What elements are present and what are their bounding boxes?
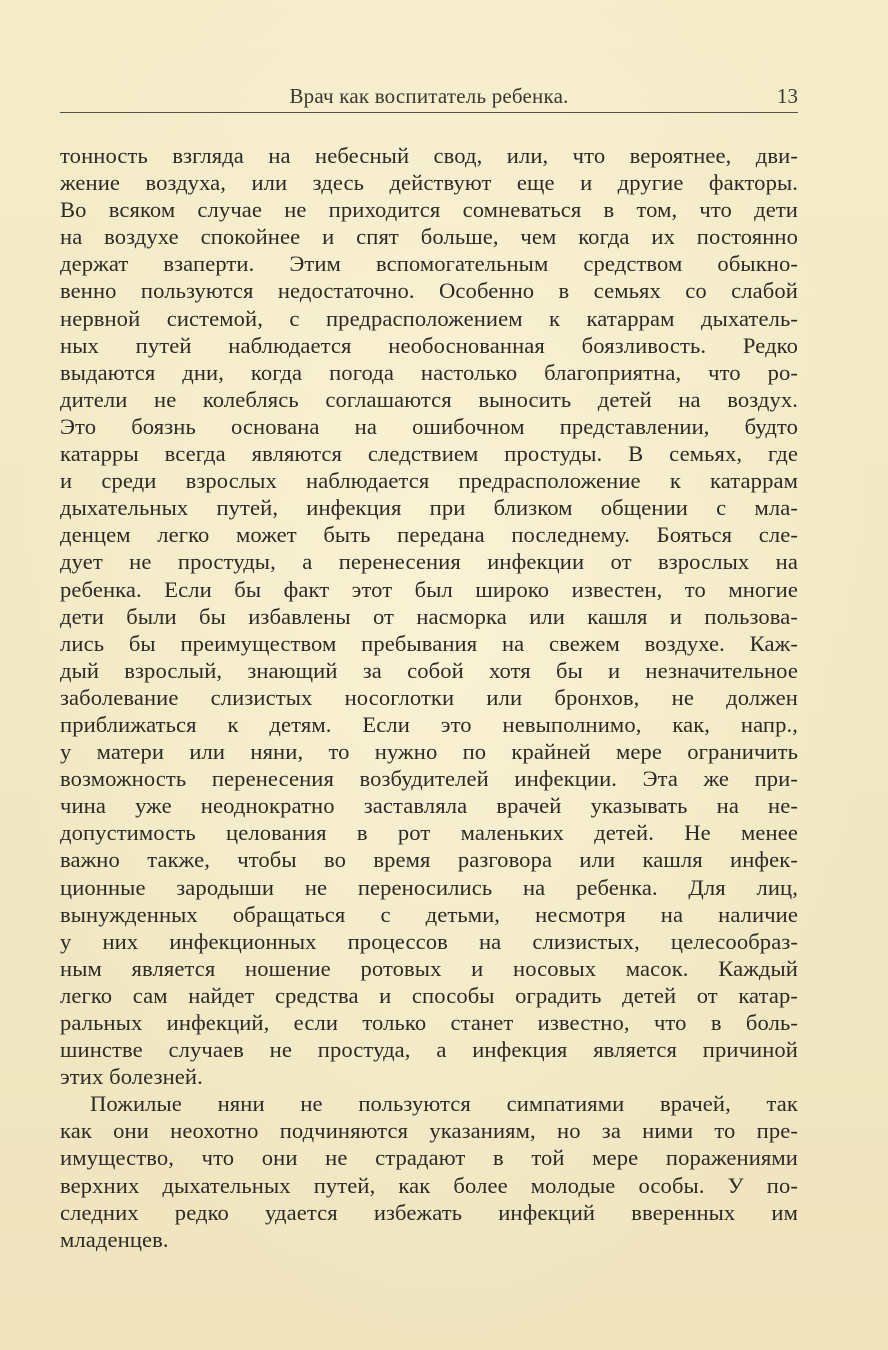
text-line: дыхательных путей, инфекция при близком общении с мла- [60,495,798,521]
text-line: Это боязнь основана на ошибочном представлении, будто [60,413,798,439]
paragraph-start-line: Пожилые няни не пользуются симпатиями врачей, так [90,1091,798,1117]
text-line: как они неохотно подчиняются указаниям, но за ними то пре- [60,1118,798,1144]
text-line: у них инфекционных процессов на слизистых, целесообраз- [60,928,798,954]
text-line: верхних дыхательных путей, как более молодые особы. У по- [60,1172,798,1198]
text-line: держат взаперти. Этим вспомогательным средством обыкно- [60,251,798,277]
text-line: вынужденных обращаться с детьми, несмотря на наличие [60,901,798,927]
text-line: важно также, чтобы во время разговора или кашля инфек- [60,847,798,873]
text-line: денцем легко может быть передана последнему. Бояться сле- [60,522,798,548]
paragraph-end-line: этих болезней. [60,1064,203,1090]
text-line: катарры всегда являются следствием простуды. В семьях, где [60,441,798,467]
text-line: дый взрослый, знающий за собой хотя бы и незначительное [60,657,798,683]
text-line: жение воздуха, или здесь действуют еще и другие факторы. [60,170,798,196]
text-line: чина уже неоднократно заставляла врачей указывать на не- [60,793,798,819]
running-title: Врач как воспитатель ребенка. [289,84,569,108]
text-line: шинстве случаев не простуда, а инфекция является причиной [60,1037,798,1063]
text-line: дители не колеблясь соглашаются выносить детей на воздух. [60,386,798,412]
text-line: возможность перенесения возбудителей инфекции. Эта же при- [60,766,798,792]
text-line: допустимость целования в рот маленьких детей. Не менее [60,820,798,846]
page-header [60,82,798,113]
text-line: выдаются дни, когда погода настолько благоприятна, что ро- [60,359,798,385]
text-line: ционные зародыши не переносились на ребенка. Для лиц, [60,874,798,900]
paragraph-end-line: младенцев. [60,1226,169,1252]
text-line: ным является ношение ротовых и носовых масок. Каждый [60,955,798,981]
text-line: имущество, что они не страдают в той мере поражениями [60,1145,798,1171]
text-line: тонность взгляда на небесный свод, или, что вероятнее, дви- [60,143,798,168]
text-line: венно пользуются недостаточно. Особенно в семьях со слабой [60,278,798,304]
text-line: и среди взрослых наблюдается предрасположение к катаррам [60,468,798,494]
body-text [60,142,798,1253]
text-line: ребенка. Если бы факт этот был широко известен, то многие [60,576,798,602]
text-line: ральных инфекций, если только станет известно, что в боль- [60,1010,798,1035]
text-line: дует не простуды, а перенесения инфекции от взрослых на [60,549,798,575]
text-line: ных путей наблюдается необоснованная боязливость. Редко [60,332,798,358]
text-line: на воздухе спокойнее и спят больше, чем когда их постоянно [60,224,798,250]
text-line: заболевание слизистых носоглотки или бронхов, не должен [60,684,798,710]
text-line: дети были бы избавлены от насморка или кашля и пользова- [60,603,798,629]
text-line: приближаться к детям. Если это невыполнимо, как, напр., [60,711,798,737]
page-number: 13 [777,84,798,108]
text-line: следних редко удается избежать инфекций вверенных им [60,1199,798,1225]
text-line: лись бы преимуществом пребывания на свежем воздухе. Каж- [60,630,798,656]
text-line: Во всяком случае не приходится сомневаться в том, что дети [60,197,798,223]
text-line: у матери или няни, то нужно по крайней мере ограничить [60,739,798,765]
text-line: нервной системой, с предрасположением к катаррам дыхатель- [60,305,798,331]
text-line: легко сам найдет средства и способы оградить детей от катар- [60,982,798,1008]
